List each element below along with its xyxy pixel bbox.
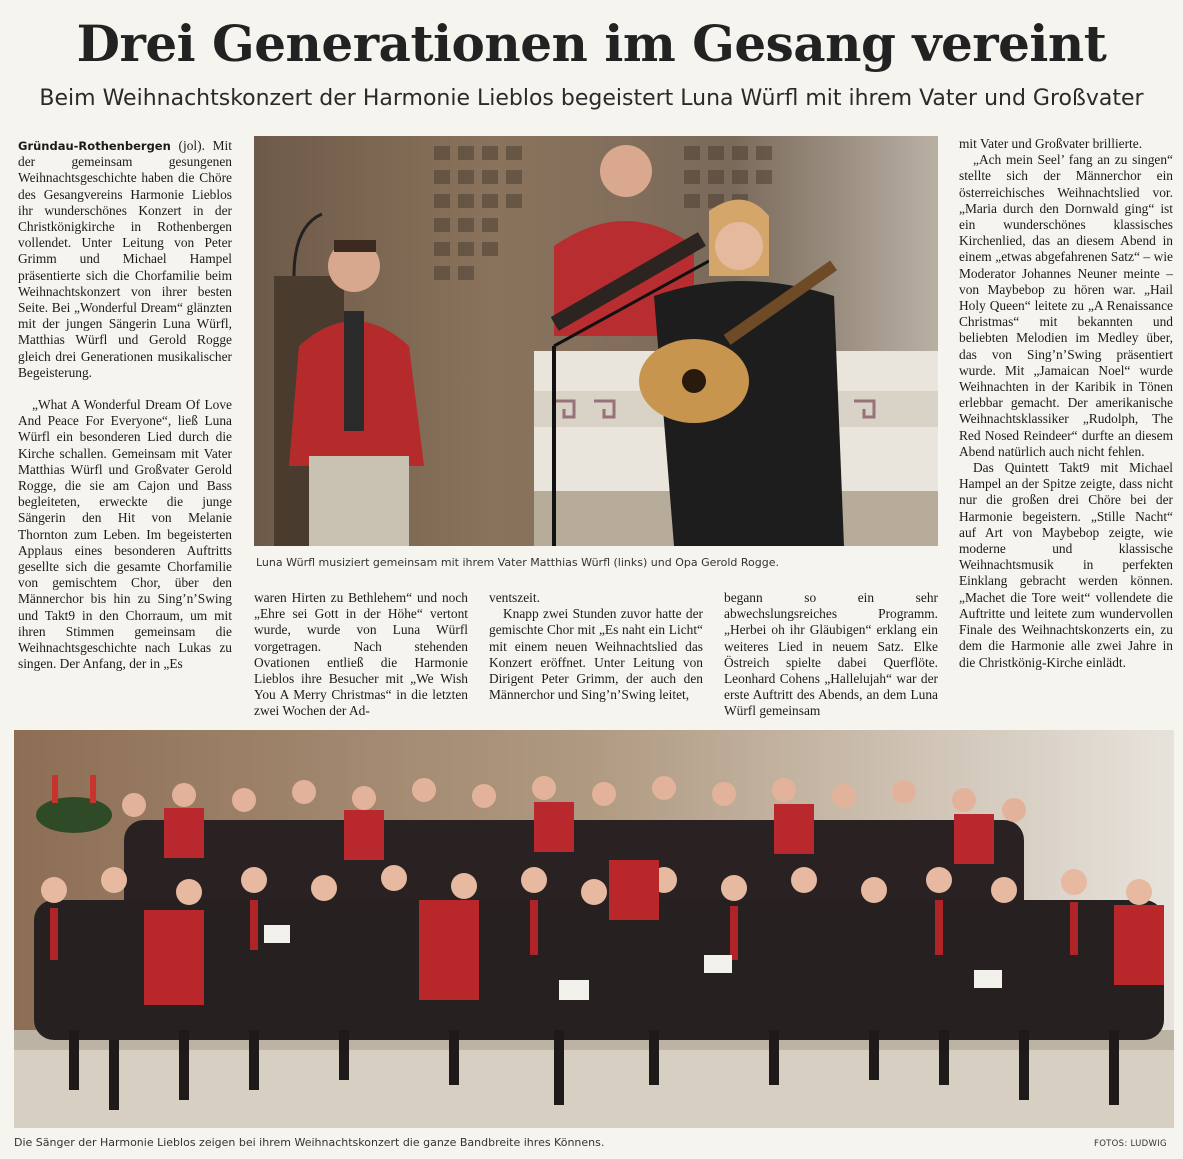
paragraph-5: Knapp zwei Stunden zuvor hatte der gemischte Chor mit „Es naht ein Licht“ mit einem neuen Weihnachtslied das Konzert eröffnet. Unter Leitung von Dirigent Peter Grimm, der auch den Männerchor und Sing’n’Swing leitet, [489,606,703,703]
paragraph-6: begann so ein sehr abwechslungsreiches Programm. „Herbei oh ihr Gläubigen“ erklang ein weiteres Lied in neuem Satz. Elke Östreich spielte dabei Querflöte. Leonhard Cohens „Hallelujah“ war der erste Auftritt des Abends, an dem Luna Würfl gemeinsam [724,590,938,719]
photo-musicians-image [254,136,938,546]
paragraph-intro: (jol). Mit der gemeinsam gesungenen Weihnachtsgeschichte haben die Chöre des Gesangvereins Harmonie Lieblos ihr wunderschönes Konzert in der Christkönigkirche in Rothenbergen vollendet. Unter Leitung von Peter Grimm und Michael Hampel präsentierte sich die Chorfamilie beim Weihnachtskonzert von ihrer besten Seite. Bei „Wonderful Dream“ glänzten mit der jungen Sängerin Luna Würfl, Matthias Würfl und Gerold Rogge gleich drei Generationen musikalischer Begeisterung. [18,138,232,380]
article-column-4 [724,590,938,719]
article-column-2 [254,590,468,719]
article-column-3 [489,590,703,716]
photo-choir [14,730,1174,1128]
subheadline: Beim Weihnachtskonzert der Harmonie Lieblos begeistert Luna Würfl mit ihrem Vater und Großvater [39,86,1144,111]
photo-credit: FOTOS: LUDWIG [1094,1139,1167,1149]
photo-choir-caption: Die Sänger der Harmonie Lieblos zeigen bei ihrem Weihnachtskonzert die ganze Bandbreite ihres Könnens. [14,1136,605,1149]
paragraph-2: „What A Wonderful Dream Of Love And Peace For Everyone“, ließ Luna Würfl ein besonderen Lied durch die Kirche schallen. Gemeinsam mit Vater Matthias Würfl und Großvater Gerold Rogge, die sie am Cajon und Bass begleiteten, erweckte die junge Sängerin den Hit von Melanie Thornton zum Leben. Im begeisterten Applaus eines besonderen Auftritts gesellte sich die gesamte Chorfamilie von gemischtem Chor, über den Männerchor bis hin zu Sing’n’Swing und Takt9 in den Chorraum, um mit ihren Stimmen gemeinsam die Weihnachtsgeschichte nach Lukas zu singen. Der Anfang, der in „Es [18,397,232,672]
paragraph-9: Das Quintett Takt9 mit Michael Hampel an der Spitze zeigte, dass nicht nur die großen drei Chöre bei der Harmonie begeistern. „Stille Nacht“ auf Art von Maybebop zeigte, wie moderne und klassische Weihnachtsmusik in perfekten Einklang gebracht werden können. „Machet die Tore weit“ vollendete die Auftritte und leitete zum wundervollen Finale des Weihnachtskonzerts ein, zu dem die Harmonie alle zwei Jahre in die Christkönig-Kirche einlädt. [959,460,1173,670]
photo-choir-image [14,730,1174,1128]
article-column-1 [18,138,232,718]
paragraph-3: waren Hirten zu Bethlehem“ und noch „Ehre sei Gott in der Höhe“ vertont wurde, wurde von Luna Würfl vorgetragen. Nach stehenden Ovationen entließ die Harmonie Lieblos ihre Besucher mit „We Wish You A Merry Christmas“ in die letzten zwei Wochen der Ad- [254,590,468,719]
paragraph-8: „Ach mein Seel’ fang an zu singen“ stellte sich der Männerchor ein österreichisches Weihnachtslied vor. „Maria durch den Dornwald ging“ ist ein wunderschönes klassisches Kirchenlied, das an diesem Abend in einem „etwas abgefahrenen Satz“ – wie Moderator Johannes Neuner meinte – von Maybebop zu hören war. „Hail Holy Queen“ leitete zu „A Renaissance Christmas“ mit bekannten und beliebten Melodien im Medley über, das von Sing’n’Swing präsentiert wurde. Mit „Jamaican Noel“ wurde Weihnachten in der Karibik in Tönen erlebbar gemacht. Der amerikanische Weihnachtsklassiker „Rudolph, The Red Nosed Reindeer“ durfte an diesem Abend natürlich auch nicht fehlen. [959,152,1173,459]
paragraph-7: mit Vater und Großvater brillierte. [959,136,1143,151]
headline: Drei Generationen im Gesang vereint [76,14,1107,73]
paragraph-4-start: ventszeit. [489,590,540,605]
dateline: Gründau-Rothenbergen [18,139,171,153]
photo-musicians [254,136,938,546]
article-column-5 [959,136,1173,716]
photo-musicians-caption: Luna Würfl musiziert gemeinsam mit ihrem Vater Matthias Würfl (links) und Opa Gerold Rogge. [256,556,780,569]
